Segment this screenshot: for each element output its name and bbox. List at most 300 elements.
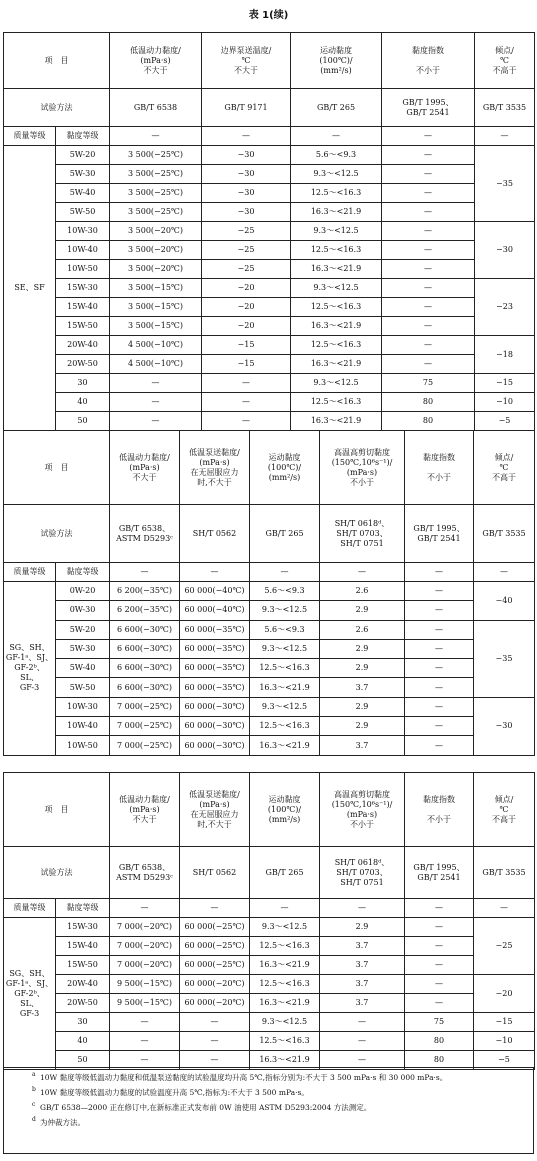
value-cell: 16.3～<21.9 (291, 203, 382, 222)
header-cold-viscosity: 低温动力黏度/ (mPa·s) 不大于 (110, 33, 202, 89)
table-row (4, 736, 535, 755)
viscosity-grade-label: 黏度等级 (56, 127, 110, 146)
quality-grade-label: 质量等级 (4, 899, 56, 918)
value-cell: 3 500(−25℃) (110, 165, 202, 184)
pour-point-cell: −15 (474, 1013, 535, 1032)
table-row (4, 336, 535, 355)
viscosity-grade-cell: 0W-30 (56, 601, 110, 620)
pour-point-cell: −23 (475, 279, 535, 336)
spec-table-sg-sl-cont (3, 772, 535, 1070)
header-pour-point: 倾点/ ℃ 不高于 (475, 33, 535, 89)
dash-cell: — (110, 127, 202, 146)
dash-cell: — (405, 899, 474, 918)
method-row (4, 89, 535, 127)
table-row (4, 146, 535, 165)
table-row (4, 659, 535, 678)
viscosity-grade-cell: 30 (56, 1013, 110, 1032)
viscosity-grade-cell: 5W-50 (56, 678, 110, 697)
value-cell: 9.3～<12.5 (291, 279, 382, 298)
value-cell: −25 (202, 222, 291, 241)
header-pumping-viscosity: 低温泵送黏度/ (mPa·s) 在无屈服应力 时,不大于 (180, 773, 250, 847)
viscosity-grade-cell: 5W-30 (56, 639, 110, 658)
value-cell: −30 (202, 165, 291, 184)
method-cell: GB/T 9171 (202, 89, 291, 127)
dash-cell: — (320, 563, 405, 582)
value-cell: 9.3～<12.5 (250, 639, 320, 658)
value-cell: 12.5～<16.3 (291, 393, 382, 412)
method-cell: GB/T 6538、 ASTM D5293ᶜ (110, 505, 180, 563)
table-row (4, 374, 535, 393)
value-cell: 7 000(−25℃) (110, 717, 180, 736)
table-row (4, 279, 535, 298)
dash-cell: — (110, 899, 180, 918)
pour-point-cell: −5 (474, 1051, 535, 1070)
quality-grade-label: 质量等级 (4, 563, 56, 582)
value-cell: — (405, 937, 474, 956)
viscosity-grade-cell: 50 (56, 1051, 110, 1070)
dash-cell: — (474, 899, 535, 918)
value-cell: — (110, 1032, 180, 1051)
value-cell: 60 000(−40℃) (180, 582, 250, 601)
header-pour-point: 倾点/ ℃ 不高于 (474, 431, 535, 505)
pour-point-cell: −15 (475, 374, 535, 393)
value-cell: 3 500(−25℃) (110, 146, 202, 165)
quality-grade-cell: SG、SH、 GF-1ᵃ、SJ、 GF-2ᵇ、SL、 GF-3 (4, 918, 56, 1070)
dash-cell: — (382, 127, 475, 146)
table-row (4, 639, 535, 658)
value-cell: — (110, 393, 202, 412)
footnote-d (4, 1115, 533, 1129)
dash-cell: — (250, 563, 320, 582)
value-cell: 80 (382, 412, 475, 431)
header-viscosity-index: 黏度指数 不小于 (405, 431, 474, 505)
viscosity-grade-cell: 10W-40 (56, 241, 110, 260)
value-cell: 16.3～<21.9 (291, 355, 382, 374)
value-cell: — (405, 678, 474, 697)
viscosity-grade-cell: 5W-40 (56, 659, 110, 678)
value-cell: 5.6～<9.3 (250, 582, 320, 601)
value-cell: −30 (202, 203, 291, 222)
header-row (4, 33, 535, 89)
method-cell: SH/T 0618ᵈ、 SH/T 0703、 SH/T 0751 (320, 505, 405, 563)
header-item: 项 目 (4, 773, 110, 847)
value-cell: — (202, 412, 291, 431)
table-row (4, 697, 535, 716)
method-cell: GB/T 6538 (110, 89, 202, 127)
table-row (4, 298, 535, 317)
viscosity-grade-cell: 15W-40 (56, 298, 110, 317)
table-row (4, 717, 535, 736)
value-cell: 9.3～<12.5 (291, 165, 382, 184)
value-cell: 2.6 (320, 582, 405, 601)
footnote-a (4, 1073, 533, 1084)
value-cell: 3 500(−20℃) (110, 241, 202, 260)
table-row (4, 260, 535, 279)
viscosity-grade-cell: 20W-40 (56, 336, 110, 355)
value-cell: — (180, 1013, 250, 1032)
viscosity-grade-label: 黏度等级 (56, 899, 110, 918)
value-cell: 80 (405, 1051, 474, 1070)
pour-point-cell: −40 (474, 582, 535, 621)
viscosity-grade-cell: 30 (56, 374, 110, 393)
table-row (4, 412, 535, 431)
dash-cell: — (474, 563, 535, 582)
value-cell: 9.3～<12.5 (250, 697, 320, 716)
value-cell: 2.9 (320, 717, 405, 736)
value-cell: 3.7 (320, 736, 405, 755)
dash-cell: — (202, 127, 291, 146)
method-cell: GB/T 6538、 ASTM D5293ᶜ (110, 847, 180, 899)
value-cell: — (382, 336, 475, 355)
value-cell: 75 (405, 1013, 474, 1032)
value-cell: 2.9 (320, 697, 405, 716)
footnote-text: GB/T 6538—2000 正在修订中,在新标准正式发布前 0W 油使用 ASTM D5293:2004 方法测定。 (40, 1102, 372, 1112)
header-cold-viscosity: 低温动力黏度/ (mPa·s) 不大于 (110, 773, 180, 847)
value-cell: −25 (202, 241, 291, 260)
value-cell: 9.3～<12.5 (291, 374, 382, 393)
viscosity-grade-cell: 10W-50 (56, 736, 110, 755)
value-cell: 12.5～<16.3 (291, 298, 382, 317)
value-cell: 6 600(−30℃) (110, 678, 180, 697)
value-cell: — (405, 736, 474, 755)
pour-point-cell: −10 (474, 1032, 535, 1051)
value-cell: 80 (382, 393, 475, 412)
viscosity-grade-cell: 5W-20 (56, 146, 110, 165)
footnote-text: 为仲裁方法。 (40, 1117, 85, 1127)
method-cell: SH/T 0562 (180, 847, 250, 899)
header-hths-viscosity: 高温高剪切黏度 (150℃,10⁶s⁻¹)/ (mPa·s) 不小于 (320, 431, 405, 505)
value-cell: — (382, 279, 475, 298)
value-cell: — (405, 918, 474, 937)
table-row (4, 937, 535, 956)
value-cell: 16.3～<21.9 (250, 736, 320, 755)
table-row (4, 203, 535, 222)
value-cell: 60 000(−40℃) (180, 601, 250, 620)
value-cell: — (320, 1032, 405, 1051)
value-cell: 3.7 (320, 956, 405, 975)
value-cell: 3 500(−15℃) (110, 317, 202, 336)
dash-cell: — (180, 563, 250, 582)
value-cell: — (405, 697, 474, 716)
table-row (4, 393, 535, 412)
header-cold-viscosity: 低温动力黏度/ (mPa·s) 不大于 (110, 431, 180, 505)
dash-cell: — (405, 563, 474, 582)
dash-cell: — (291, 127, 382, 146)
pour-point-cell: −30 (474, 697, 535, 755)
value-cell: −15 (202, 336, 291, 355)
value-cell: −15 (202, 355, 291, 374)
pour-point-cell: −30 (475, 222, 535, 279)
value-cell: — (405, 717, 474, 736)
table-row (4, 1032, 535, 1051)
value-cell: 6 200(−35℃) (110, 601, 180, 620)
header-kinematic-viscosity: 运动黏度 (100℃)/ (mm²/s) (291, 33, 382, 89)
value-cell: 12.5～<16.3 (250, 937, 320, 956)
pour-point-cell: −5 (475, 412, 535, 431)
header-kinematic-viscosity: 运动黏度 (100℃)/ (mm²/s) (250, 773, 320, 847)
value-cell: — (180, 1051, 250, 1070)
value-cell: — (320, 1051, 405, 1070)
value-cell: 60 000(−20℃) (180, 994, 250, 1013)
value-cell: 12.5～<16.3 (250, 717, 320, 736)
method-cell: GB/T 3535 (474, 505, 535, 563)
value-cell: 5.6～<9.3 (291, 146, 382, 165)
value-cell: 3 500(−25℃) (110, 184, 202, 203)
viscosity-grade-cell: 15W-50 (56, 317, 110, 336)
table-row (4, 317, 535, 336)
value-cell: 12.5～<16.3 (291, 184, 382, 203)
value-cell: 75 (382, 374, 475, 393)
footnote-text: 10W 黏度等级低温动力黏度和低温泵送黏度的试验温度均升高 5℃,指标分别为:不大于 3 500 mPa·s 和 30 000 mPa·s。 (40, 1073, 448, 1082)
table-row (4, 184, 535, 203)
value-cell: — (202, 393, 291, 412)
method-label: 试验方法 (4, 847, 110, 899)
value-cell: 60 000(−25℃) (180, 937, 250, 956)
table-row (4, 222, 535, 241)
viscosity-grade-cell: 5W-30 (56, 165, 110, 184)
value-cell: 9.3～<12.5 (291, 222, 382, 241)
table-title: 表 1(续) (248, 10, 289, 21)
value-cell: 9.3～<12.5 (250, 918, 320, 937)
grade-header-row (4, 899, 535, 918)
value-cell: — (382, 165, 475, 184)
value-cell: 4 500(−10℃) (110, 355, 202, 374)
value-cell: — (405, 956, 474, 975)
method-cell: GB/T 1995、 GB/T 2541 (405, 847, 474, 899)
value-cell: 12.5～<16.3 (250, 659, 320, 678)
footnote-mark: b (32, 1085, 36, 1093)
table-row (4, 1013, 535, 1032)
dash-cell: — (250, 899, 320, 918)
value-cell: — (382, 222, 475, 241)
value-cell: −20 (202, 298, 291, 317)
value-cell: 16.3～<21.9 (291, 412, 382, 431)
viscosity-grade-cell: 40 (56, 393, 110, 412)
value-cell: 60 000(−25℃) (180, 918, 250, 937)
header-row (4, 431, 535, 505)
value-cell: — (382, 146, 475, 165)
value-cell: 9.3～<12.5 (250, 601, 320, 620)
footnote-mark: a (32, 1071, 36, 1078)
method-cell: SH/T 0618ᵈ、 SH/T 0703、 SH/T 0751 (320, 847, 405, 899)
value-cell: 3.7 (320, 975, 405, 994)
viscosity-grade-cell: 20W-50 (56, 355, 110, 374)
viscosity-grade-cell: 0W-20 (56, 582, 110, 601)
header-pumping-temp: 边界泵送温度/ ℃ 不大于 (202, 33, 291, 89)
value-cell: — (382, 241, 475, 260)
value-cell: 5.6～<9.3 (250, 620, 320, 639)
value-cell: 16.3～<21.9 (291, 317, 382, 336)
method-row (4, 505, 535, 563)
value-cell: 7 000(−25℃) (110, 736, 180, 755)
pour-point-cell: −20 (474, 975, 535, 1013)
table-row (4, 601, 535, 620)
quality-grade-label: 质量等级 (4, 127, 56, 146)
table-row (4, 165, 535, 184)
value-cell: 60 000(−35℃) (180, 620, 250, 639)
value-cell: 6 600(−30℃) (110, 639, 180, 658)
dash-cell: — (110, 563, 180, 582)
viscosity-grade-cell: 15W-30 (56, 918, 110, 937)
spec-table-sg-sl (3, 430, 535, 756)
value-cell: −25 (202, 260, 291, 279)
dash-cell: — (180, 899, 250, 918)
viscosity-grade-cell: 15W-50 (56, 956, 110, 975)
pour-point-cell: −35 (475, 146, 535, 222)
value-cell: 60 000(−35℃) (180, 678, 250, 697)
header-kinematic-viscosity: 运动黏度 (100℃)/ (mm²/s) (250, 431, 320, 505)
table-row (4, 975, 535, 994)
value-cell: 60 000(−20℃) (180, 975, 250, 994)
grade-header-row (4, 127, 535, 146)
viscosity-grade-cell: 10W-30 (56, 697, 110, 716)
method-cell: GB/T 3535 (474, 847, 535, 899)
header-item: 项 目 (4, 33, 110, 89)
value-cell: — (110, 1051, 180, 1070)
footnote-c (4, 1100, 533, 1114)
method-cell: SH/T 0562 (180, 505, 250, 563)
value-cell: 7 000(−20℃) (110, 937, 180, 956)
value-cell: 60 000(−30℃) (180, 697, 250, 716)
viscosity-grade-cell: 5W-50 (56, 203, 110, 222)
viscosity-grade-cell: 10W-40 (56, 717, 110, 736)
value-cell: 16.3～<21.9 (250, 956, 320, 975)
header-viscosity-index: 黏度指数 不小于 (382, 33, 475, 89)
value-cell: — (405, 582, 474, 601)
method-cell: GB/T 1995、 GB/T 2541 (382, 89, 475, 127)
value-cell: 7 000(−20℃) (110, 956, 180, 975)
value-cell: 12.5～<16.3 (250, 975, 320, 994)
value-cell: 9.3～<12.5 (250, 1013, 320, 1032)
footnote-mark: d (32, 1115, 36, 1123)
method-cell: GB/T 265 (291, 89, 382, 127)
value-cell: 60 000(−35℃) (180, 639, 250, 658)
pour-point-cell: −25 (474, 918, 535, 975)
viscosity-grade-cell: 10W-50 (56, 260, 110, 279)
footnote-text: 10W 黏度等级低温动力黏度的试验温度升高 5℃,指标为:不大于 3 500 mPa·s。 (40, 1087, 309, 1097)
viscosity-grade-label: 黏度等级 (56, 563, 110, 582)
value-cell: — (405, 994, 474, 1013)
method-cell: GB/T 1995、 GB/T 2541 (405, 505, 474, 563)
value-cell: 3 500(−25℃) (110, 203, 202, 222)
value-cell: 9 500(−15℃) (110, 994, 180, 1013)
value-cell: — (202, 374, 291, 393)
value-cell: 60 000(−30℃) (180, 736, 250, 755)
method-cell: GB/T 3535 (475, 89, 535, 127)
value-cell: −20 (202, 279, 291, 298)
value-cell: 6 600(−30℃) (110, 620, 180, 639)
table-row (4, 918, 535, 937)
footnote-b (4, 1085, 533, 1099)
value-cell: 2.9 (320, 659, 405, 678)
value-cell: 3 500(−20℃) (110, 222, 202, 241)
value-cell: 16.3～<21.9 (250, 678, 320, 697)
viscosity-grade-cell: 15W-40 (56, 937, 110, 956)
value-cell: — (382, 298, 475, 317)
value-cell: 7 000(−25℃) (110, 697, 180, 716)
spec-table-se-sf (3, 32, 535, 431)
value-cell: 3.7 (320, 937, 405, 956)
viscosity-grade-cell: 40 (56, 1032, 110, 1051)
value-cell: 2.6 (320, 620, 405, 639)
value-cell: — (405, 601, 474, 620)
value-cell: 6 200(−35℃) (110, 582, 180, 601)
method-label: 试验方法 (4, 89, 110, 127)
header-pumping-viscosity: 低温泵送黏度/ (mPa·s) 在无屈服应力 时,不大于 (180, 431, 250, 505)
value-cell: 2.9 (320, 601, 405, 620)
table-row (4, 355, 535, 374)
value-cell: 12.5～<16.3 (250, 1032, 320, 1051)
value-cell: 9 500(−15℃) (110, 975, 180, 994)
value-cell: 12.5～<16.3 (291, 336, 382, 355)
pour-point-cell: −10 (475, 393, 535, 412)
value-cell: 12.5～<16.3 (291, 241, 382, 260)
viscosity-grade-cell: 5W-40 (56, 184, 110, 203)
grade-header-row (4, 563, 535, 582)
value-cell: 3 500(−20℃) (110, 260, 202, 279)
table-row (4, 582, 535, 601)
table-row (4, 956, 535, 975)
value-cell: — (382, 355, 475, 374)
value-cell: 3.7 (320, 678, 405, 697)
method-row (4, 847, 535, 899)
value-cell: −30 (202, 184, 291, 203)
header-item: 项 目 (4, 431, 110, 505)
quality-grade-cell: SE、SF (4, 146, 56, 431)
value-cell: 3 500(−15℃) (110, 298, 202, 317)
footnotes (3, 1067, 534, 1154)
header-pour-point: 倾点/ ℃ 不高于 (474, 773, 535, 847)
table-row (4, 678, 535, 697)
value-cell: 80 (405, 1032, 474, 1051)
value-cell: — (382, 317, 475, 336)
method-cell: GB/T 265 (250, 505, 320, 563)
value-cell: 2.9 (320, 918, 405, 937)
value-cell: — (405, 639, 474, 658)
value-cell: — (110, 1013, 180, 1032)
value-cell: — (382, 203, 475, 222)
pour-point-cell: −18 (475, 336, 535, 374)
value-cell: 3.7 (320, 994, 405, 1013)
value-cell: −30 (202, 146, 291, 165)
viscosity-grade-cell: 50 (56, 412, 110, 431)
value-cell: 60 000(−35℃) (180, 659, 250, 678)
value-cell: — (405, 620, 474, 639)
method-cell: GB/T 265 (250, 847, 320, 899)
viscosity-grade-cell: 10W-30 (56, 222, 110, 241)
table-row (4, 241, 535, 260)
value-cell: — (180, 1032, 250, 1051)
value-cell: — (110, 412, 202, 431)
quality-grade-cell: SG、SH、 GF-1ᵃ、SJ、 GF-2ᵇ、SL、 GF-3 (4, 582, 56, 756)
value-cell: 60 000(−30℃) (180, 717, 250, 736)
table-row (4, 620, 535, 639)
value-cell: 3 500(−15℃) (110, 279, 202, 298)
header-hths-viscosity: 高温高剪切黏度 (150℃,10⁶s⁻¹)/ (mPa·s) 不小于 (320, 773, 405, 847)
value-cell: 60 000(−25℃) (180, 956, 250, 975)
footnote-mark: c (32, 1100, 36, 1108)
value-cell: — (110, 374, 202, 393)
viscosity-grade-cell: 20W-40 (56, 975, 110, 994)
value-cell: 16.3～<21.9 (250, 1051, 320, 1070)
method-label: 试验方法 (4, 505, 110, 563)
value-cell: 16.3～<21.9 (291, 260, 382, 279)
value-cell: −20 (202, 317, 291, 336)
value-cell: — (405, 659, 474, 678)
value-cell: 16.3～<21.9 (250, 994, 320, 1013)
value-cell: — (382, 260, 475, 279)
value-cell: 7 000(−20℃) (110, 918, 180, 937)
